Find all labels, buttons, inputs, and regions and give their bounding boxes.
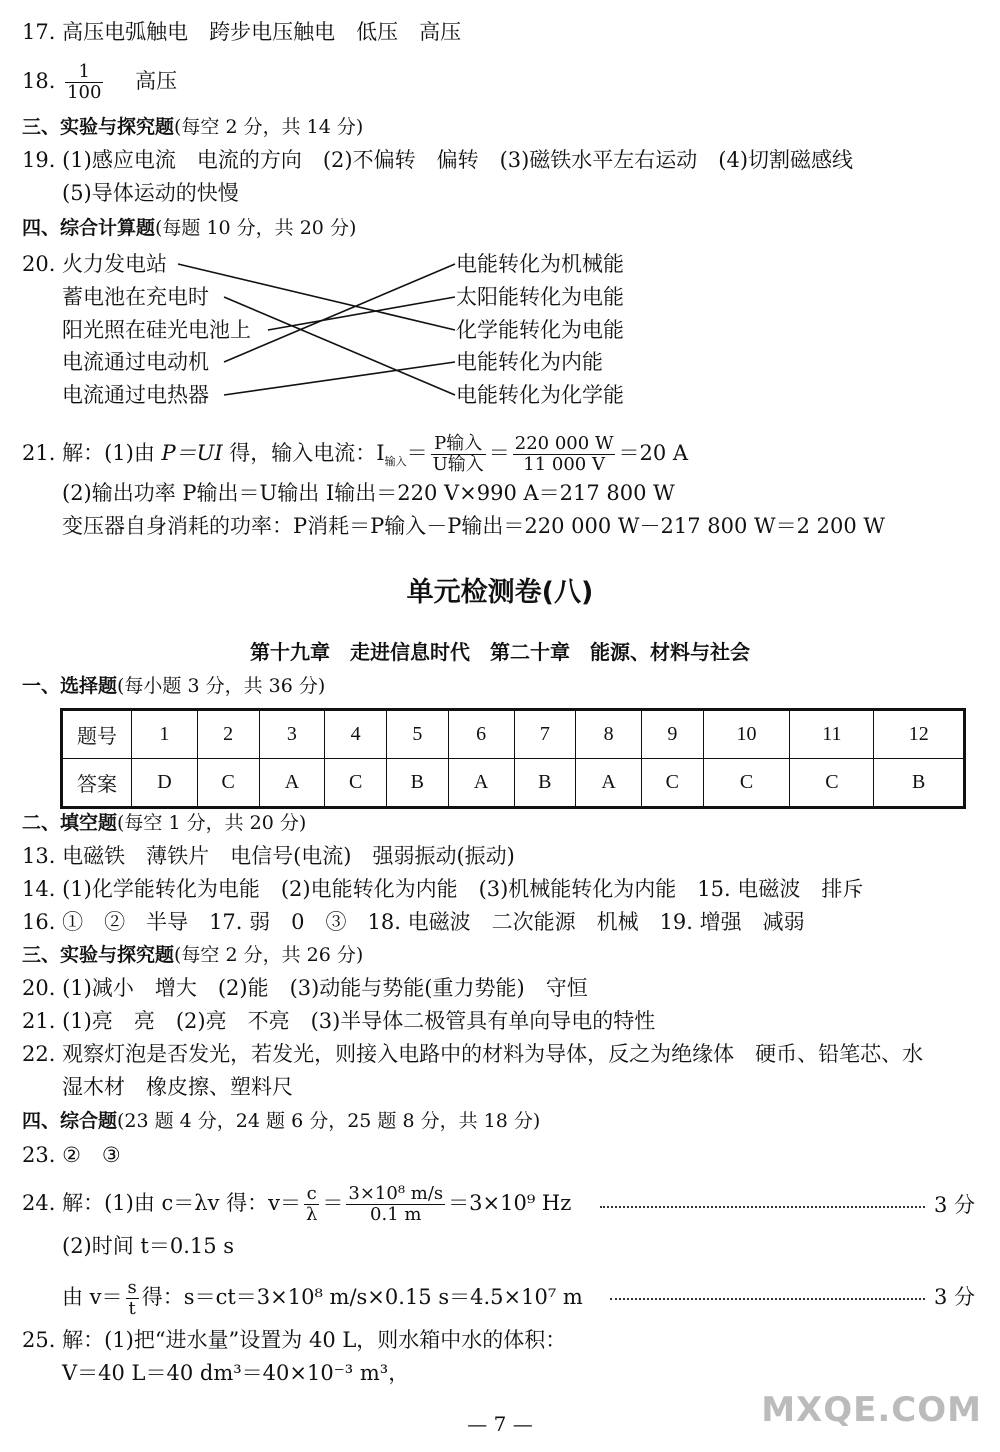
table-cell: 4 [325, 710, 387, 759]
section1-heading [22, 677, 325, 696]
q24-text: 24. 解：(1)由 c＝λv 得：v＝ [22, 1190, 301, 1215]
q21-line2: (2)输出功率 P输出＝U输出 I输出＝220 V×990 A＝217 800 W [62, 481, 675, 505]
page-number: — 7 — [467, 1412, 533, 1436]
score-label: 3 分 [933, 1193, 975, 1217]
q21-text: 21. 解：(1)由 [22, 440, 162, 465]
answer-line: 湿木材 橡皮擦、塑料尺 [62, 1075, 293, 1099]
q23-answer: 23. ② ③ [22, 1143, 121, 1167]
section3-heading [22, 946, 363, 965]
table-cell: C [703, 759, 790, 808]
match-line [224, 264, 455, 362]
q25-line1: 25. 解：(1)把“进水量”设置为 40 L，则水箱中水的体积： [22, 1328, 567, 1352]
table-row [62, 710, 965, 759]
table-cell: A [259, 759, 325, 808]
section-note: (每小题 3 分，共 36 分) [117, 675, 326, 697]
section-title: 四、综合题 [22, 1110, 118, 1132]
q20-right-item: 电能转化为化学能 [456, 383, 624, 407]
q24-result: ＝3×10⁹ Hz [448, 1190, 572, 1215]
q24-fraction2 [346, 1184, 445, 1225]
table-cell: A [576, 759, 642, 808]
table-cell: D [132, 759, 198, 808]
section4-heading [22, 1112, 540, 1131]
match-line [224, 297, 455, 395]
q18-denominator: 100 [67, 81, 102, 103]
table-cell: C [790, 759, 874, 808]
answer-line: 21. (1)亮 亮 (2)亮 不亮 (3)半导体二极管具有单向导电的特性 [22, 1009, 656, 1033]
section-note: (每空 2 分，共 26 分) [174, 944, 364, 966]
match-line [178, 264, 455, 330]
section2-heading [22, 814, 306, 833]
score-label: 3 分 [933, 1285, 975, 1309]
q20-right-item: 电能转化为内能 [456, 350, 603, 374]
q24-line2: (2)时间 t＝0.15 s [62, 1234, 235, 1258]
q21-frac1-den: U输入 [432, 453, 484, 475]
unit-subtitle: 第十九章 走进信息时代 第二十章 能源、材料与社会 [250, 640, 750, 664]
q24-frac2-den: 0.1 m [370, 1203, 422, 1225]
table-header-cell: 答案 [62, 759, 132, 808]
section-title: 二、填空题 [22, 812, 118, 834]
table-cell: 6 [448, 710, 514, 759]
answer-line: 14. (1)化学能转化为电能 (2)电能转化为内能 (3)机械能转化为内能 15. 电磁波 排斥 [22, 877, 864, 901]
unit-title: 单元检测卷(八) [406, 577, 594, 608]
q25-line2: V＝40 L＝40 dm³＝40×10⁻³ m³， [62, 1361, 410, 1385]
section-note: (每空 2 分，共 14 分) [174, 116, 364, 138]
q21-fraction2 [513, 434, 616, 475]
q20-left-item: 蓄电池在充电时 [62, 285, 209, 309]
watermark-logo: MXQE.COM [761, 1390, 982, 1430]
q24-frac1-num: c [304, 1184, 319, 1205]
q24-line3 [62, 1278, 583, 1319]
table-cell: C [197, 759, 259, 808]
q21-line1: 21. 解：(1)由 P＝UI 得，输入电流：$I_{输入}=$ $\frac{\text{P输入}}{\text{U输入}}$ ＝ $\frac{220 000 W}{11 000 V}$ ＝20 A [22, 433, 689, 475]
q20-right-item: 电能转化为机械能 [456, 252, 624, 276]
q19-line2: (5)导体运动的快慢 [62, 181, 239, 205]
table-cell: 10 [703, 710, 790, 759]
q21-frac2-den: 11 000 V [523, 453, 605, 475]
section-title: 三、实验与探究题 [22, 116, 175, 138]
q24-line1: 24. 解：(1)由 c＝λv 得：v＝ $\frac{c}{\lambda}$ ＝ $\frac{\text{3×10⁸ m/s}}{0.1 m}$ ＝3×10⁹ Hz [22, 1183, 572, 1225]
answer-line: 22. 观察灯泡是否发光，若发光，则接入电路中的材料为导体，反之为绝缘体 硬币、铅笔芯、水 [22, 1042, 924, 1066]
q20-label: 20. [22, 252, 56, 276]
q24-fraction1 [304, 1184, 319, 1225]
q20-left-item: 火力发电站 [62, 252, 167, 276]
table-cell: 5 [387, 710, 449, 759]
q24-frac2-num: 3×10⁸ m/s [348, 1183, 444, 1204]
table-cell: 1 [132, 710, 198, 759]
q21-frac1-num: P输入 [431, 434, 486, 455]
answer-table [60, 708, 966, 809]
q24-frac3-num: s [127, 1277, 137, 1298]
answer-line: 16. ① ② 半导 17. 弱 0 ③ 18. 电磁波 二次能源 机械 19. 增强 减弱 [22, 910, 805, 934]
q20-left-item: 电流通过电动机 [62, 350, 209, 374]
table-cell: 9 [642, 710, 704, 759]
q17-answer: 17. 高压电弧触电 跨步电压触电 低压 高压 [22, 20, 462, 44]
q18-numerator: 1 [65, 62, 103, 83]
q21-text: 得，输入电流：I [222, 440, 385, 465]
table-header-cell: 题号 [62, 710, 132, 759]
table-cell: B [387, 759, 449, 808]
q24-frac3-den: t [128, 1297, 136, 1319]
q20-left-item: 阳光照在硅光电池上 [62, 318, 251, 342]
q20-right-item: 化学能转化为电能 [456, 318, 624, 342]
q18-label: 18. [22, 68, 56, 93]
q24-text: 得：s＝ct＝3×10⁸ m/s×0.15 s＝4.5×10⁷ m [141, 1284, 583, 1309]
section-title: 四、综合计算题 [22, 217, 156, 239]
q24-fraction3 [126, 1278, 139, 1319]
table-cell: 3 [259, 710, 325, 759]
dotted-leader [610, 1298, 925, 1300]
section-title: 一、选择题 [22, 675, 118, 697]
q24-frac1-den: λ [305, 1203, 318, 1225]
q24-text: 由 v＝ [62, 1284, 123, 1309]
q19-line1: 19. (1)感应电流 电流的方向 (2)不偏转 偏转 (3)磁铁水平左右运动 (4)切割磁感线 [22, 148, 854, 172]
table-cell: 7 [514, 710, 576, 759]
table-row [62, 759, 965, 808]
answer-line: 13. 电磁铁 薄铁片 电信号(电流) 强弱振动(振动) [22, 844, 515, 868]
q21-formula: P＝UI [161, 440, 223, 465]
q21-line3: 变压器自身消耗的功率：P消耗＝P输入－P输出＝220 000 W－217 800 W＝2 200 W [62, 514, 885, 538]
table-cell: B [514, 759, 576, 808]
section-note: (每题 10 分，共 20 分) [155, 217, 357, 239]
table-cell: C [642, 759, 704, 808]
q21-frac2-num: 220 000 W [514, 433, 614, 454]
table-cell: 8 [576, 710, 642, 759]
table-cell: 2 [197, 710, 259, 759]
match-line [224, 362, 455, 395]
section-title: 三、实验与探究题 [22, 944, 175, 966]
match-line [268, 297, 455, 330]
table-cell: A [448, 759, 514, 808]
q18-tail: 高压 [135, 68, 178, 93]
table-cell: 11 [790, 710, 874, 759]
q21-sub: 输入 [384, 454, 407, 468]
q21-fraction1 [431, 434, 486, 475]
section-note: (每空 1 分，共 20 分) [117, 812, 307, 834]
q20-left-item: 电流通过电热器 [62, 383, 209, 407]
dotted-leader [600, 1206, 925, 1208]
q20-right-item: 太阳能转化为电能 [456, 285, 624, 309]
section-note: (23 题 4 分，24 题 6 分，25 题 8 分，共 18 分) [117, 1110, 541, 1132]
table-cell: C [325, 759, 387, 808]
table-cell: B [874, 759, 965, 808]
answer-line: 20. (1)减小 增大 (2)能 (3)动能与势能(重力势能) 守恒 [22, 976, 588, 1000]
q20-matching-lines [0, 0, 1000, 420]
table-cell: 12 [874, 710, 965, 759]
q21-result: ＝20 A [618, 440, 689, 465]
